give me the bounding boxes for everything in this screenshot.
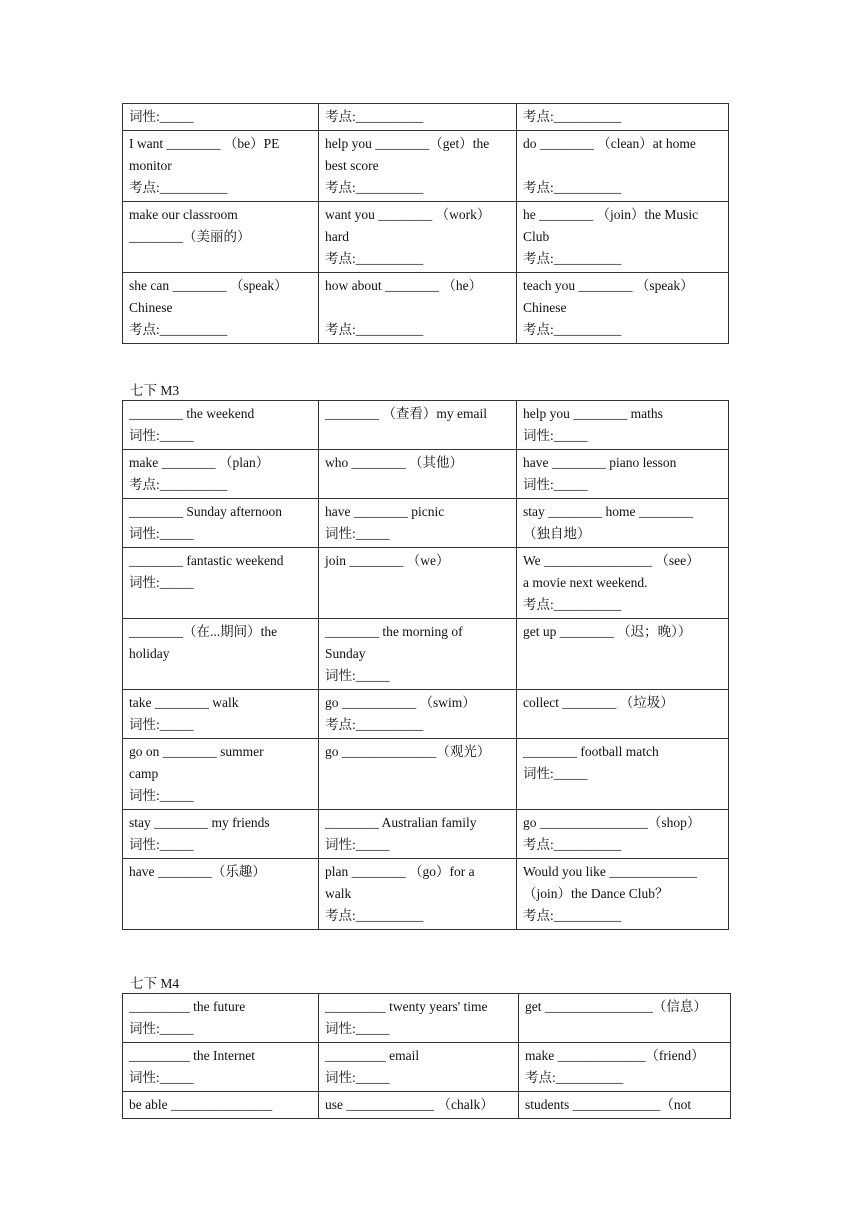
cell-text-line: 考点:__________	[523, 597, 622, 612]
cell-text-line: students _____________（not	[525, 1097, 692, 1112]
cell-text-line: 考点:__________	[523, 908, 622, 923]
cell-text-line: holiday	[129, 646, 170, 661]
cell-text-line: a movie next weekend.	[523, 575, 648, 590]
table-cell	[123, 273, 319, 344]
exercise-table-m2	[122, 103, 729, 344]
exercise-table-m3	[122, 400, 729, 930]
table-cell	[519, 994, 731, 1043]
table-cell	[123, 104, 319, 131]
table-cell	[519, 1092, 731, 1119]
table-cell	[517, 619, 729, 690]
table-cell	[319, 104, 517, 131]
cell-text-line: 考点:__________	[325, 322, 424, 337]
section-heading-m4: 七下 M4	[130, 976, 180, 991]
cell-text-line: 词性:_____	[523, 766, 588, 781]
table-cell	[319, 810, 517, 859]
cell-text-line: Chinese	[129, 300, 173, 315]
table-cell	[123, 1043, 319, 1092]
table-cell	[517, 131, 729, 202]
cell-text-line: 考点:__________	[325, 180, 424, 195]
cell-text-line: 考点:__________	[129, 322, 228, 337]
table-cell	[123, 548, 319, 619]
cell-text-line: 考点:__________	[325, 717, 424, 732]
table-row	[123, 690, 729, 739]
cell-text-line: 词性:_____	[325, 668, 390, 683]
cell-text-line: 考点:__________	[325, 251, 424, 266]
table-row	[123, 131, 729, 202]
table-cell	[123, 859, 319, 930]
table-cell	[319, 690, 517, 739]
cell-text-line: 考点:__________	[525, 1070, 624, 1085]
cell-text-line: help you ________ maths	[523, 406, 663, 421]
table-row	[123, 104, 729, 131]
cell-text-line: _________ the future	[129, 999, 246, 1014]
cell-text-line: get ________________（信息）	[525, 999, 707, 1014]
table-row	[123, 450, 729, 499]
cell-text-line: ________ （查看）my email	[325, 406, 487, 421]
table-cell	[123, 202, 319, 273]
table-cell	[319, 202, 517, 273]
cell-text-line: _________ twenty years' time	[325, 999, 488, 1014]
cell-text-line: 词性:_____	[523, 477, 588, 492]
cell-text-line: Sunday	[325, 646, 366, 661]
table-cell	[123, 1092, 319, 1119]
cell-text-line: 词性:_____	[129, 526, 194, 541]
cell-text-line: join ________ （we）	[325, 553, 450, 568]
cell-text-line: _________ the Internet	[129, 1048, 255, 1063]
cell-text-line: 考点:__________	[523, 109, 622, 124]
table-row	[123, 401, 729, 450]
cell-text-line: he ________ （join）the Music	[523, 207, 699, 222]
cell-text-line: hard	[325, 229, 349, 244]
cell-text-line: use _____________ （chalk）	[325, 1097, 494, 1112]
cell-text-line: ________（美丽的）	[129, 229, 251, 244]
table-cell	[517, 273, 729, 344]
cell-text-line: ________（在...期间）the	[129, 624, 278, 639]
table-cell	[517, 810, 729, 859]
cell-text-line: _________ email	[325, 1048, 420, 1063]
cell-text-line: ________ Sunday afternoon	[129, 504, 282, 519]
cell-text-line: ________ the morning of	[325, 624, 463, 639]
table-cell	[123, 131, 319, 202]
table-cell	[519, 1043, 731, 1092]
cell-text-line: 词性:_____	[523, 428, 588, 443]
cell-text-line: want you ________ （work）	[325, 207, 491, 222]
cell-text-line: 考点:__________	[523, 251, 622, 266]
table-cell	[123, 450, 319, 499]
cell-text-line: stay ________ home ________	[523, 504, 693, 519]
cell-text-line: help you ________（get）the	[325, 136, 490, 151]
cell-text-line: 词性:_____	[129, 575, 194, 590]
table-cell	[517, 499, 729, 548]
cell-text-line: ________ fantastic weekend	[129, 553, 284, 568]
table-cell	[123, 994, 319, 1043]
cell-text-line: Club	[523, 229, 550, 244]
cell-text-line: have ________ picnic	[325, 504, 445, 519]
cell-text-line: go on ________ summer	[129, 744, 264, 759]
cell-text-line: 考点:__________	[129, 180, 228, 195]
cell-text-line: she can ________ （speak）	[129, 278, 288, 293]
cell-text-line: have ________ piano lesson	[523, 455, 677, 470]
cell-text-line: Would you like _____________	[523, 864, 698, 879]
cell-text-line: collect ________ （垃圾）	[523, 695, 674, 710]
table-cell	[319, 994, 519, 1043]
table-cell	[517, 548, 729, 619]
cell-text-line: have ________（乐趣）	[129, 864, 266, 879]
table-cell	[517, 202, 729, 273]
table-cell	[123, 810, 319, 859]
table-row	[123, 739, 729, 810]
table-row	[123, 994, 731, 1043]
table-cell	[319, 739, 517, 810]
cell-text-line: I want ________ （be）PE	[129, 136, 280, 151]
cell-text-line: plan ________ （go）for a	[325, 864, 475, 879]
table-row	[123, 810, 729, 859]
cell-text-line: how about ________ （he）	[325, 278, 483, 293]
table-row	[123, 202, 729, 273]
cell-text-line: do ________ （clean）at home	[523, 136, 696, 151]
cell-text-line: walk	[325, 886, 352, 901]
table-cell	[517, 859, 729, 930]
table-cell	[319, 619, 517, 690]
cell-text-line: 词性:_____	[325, 837, 390, 852]
cell-text-line: go ______________（观光）	[325, 744, 491, 759]
cell-text-line: 词性:_____	[129, 1021, 194, 1036]
cell-text-line: ________ the weekend	[129, 406, 255, 421]
cell-text-line: 词性:_____	[129, 717, 194, 732]
table-row	[123, 1043, 731, 1092]
table-cell	[319, 131, 517, 202]
table-row	[123, 619, 729, 690]
table-row	[123, 548, 729, 619]
cell-text-line: ________ Australian family	[325, 815, 477, 830]
table-cell	[319, 1092, 519, 1119]
table-row	[123, 273, 729, 344]
cell-text-line: be able _______________	[129, 1097, 273, 1112]
cell-text-line: ________ football match	[523, 744, 659, 759]
table-row	[123, 859, 729, 930]
cell-text-line: go ___________ （swim）	[325, 695, 476, 710]
cell-text-line: We ________________ （see）	[523, 553, 700, 568]
cell-text-line: 考点:__________	[523, 180, 622, 195]
table-cell	[319, 1043, 519, 1092]
cell-text-line: make our classroom	[129, 207, 238, 222]
table-row	[123, 1092, 731, 1119]
cell-text-line	[523, 155, 722, 177]
cell-text-line: monitor	[129, 158, 172, 173]
table-cell	[123, 690, 319, 739]
cell-text-line: （join）the Dance Club？	[523, 886, 669, 901]
cell-text-line: best score	[325, 158, 379, 173]
table-cell	[319, 401, 517, 450]
cell-text-line: stay ________ my friends	[129, 815, 270, 830]
table-cell	[123, 739, 319, 810]
cell-text-line	[325, 297, 510, 319]
cell-text-line: Chinese	[523, 300, 567, 315]
cell-text-line: 词性:_____	[325, 1021, 390, 1036]
table-cell	[123, 619, 319, 690]
table-cell	[517, 104, 729, 131]
cell-text-line: （独自地）	[523, 526, 591, 541]
cell-text-line: 考点:__________	[325, 109, 424, 124]
cell-text-line: 词性:_____	[325, 526, 390, 541]
table-cell	[319, 450, 517, 499]
cell-text-line: 词性:_____	[325, 1070, 390, 1085]
table-cell	[319, 859, 517, 930]
cell-text-line: who ________ （其他）	[325, 455, 463, 470]
table-cell	[517, 690, 729, 739]
cell-text-line: teach you ________ （speak）	[523, 278, 694, 293]
table-cell	[319, 273, 517, 344]
cell-text-line: camp	[129, 766, 159, 781]
cell-text-line: 词性:_____	[129, 837, 194, 852]
exercise-table-m4	[122, 993, 731, 1119]
table-cell	[123, 401, 319, 450]
cell-text-line: 词性:_____	[129, 428, 194, 443]
cell-text-line: 考点:__________	[523, 322, 622, 337]
cell-text-line: 考点:__________	[129, 477, 228, 492]
cell-text-line: 词性:_____	[129, 1070, 194, 1085]
table-cell	[123, 499, 319, 548]
table-cell	[319, 499, 517, 548]
cell-text-line: 考点:__________	[325, 908, 424, 923]
table-row	[123, 499, 729, 548]
table-cell	[319, 548, 517, 619]
table-cell	[517, 450, 729, 499]
cell-text-line: go ________________（shop）	[523, 815, 701, 830]
table-cell	[517, 739, 729, 810]
section-heading-m3: 七下 M3	[130, 383, 180, 398]
cell-text-line: make ________ （plan）	[129, 455, 270, 470]
cell-text-line: 考点:__________	[523, 837, 622, 852]
table-cell	[517, 401, 729, 450]
cell-text-line: 词性:_____	[129, 109, 194, 124]
cell-text-line: make _____________（friend）	[525, 1048, 705, 1063]
cell-text-line: take ________ walk	[129, 695, 239, 710]
cell-text-line: get up ________ （迟；晚））	[523, 624, 692, 639]
cell-text-line: 词性:_____	[129, 788, 194, 803]
